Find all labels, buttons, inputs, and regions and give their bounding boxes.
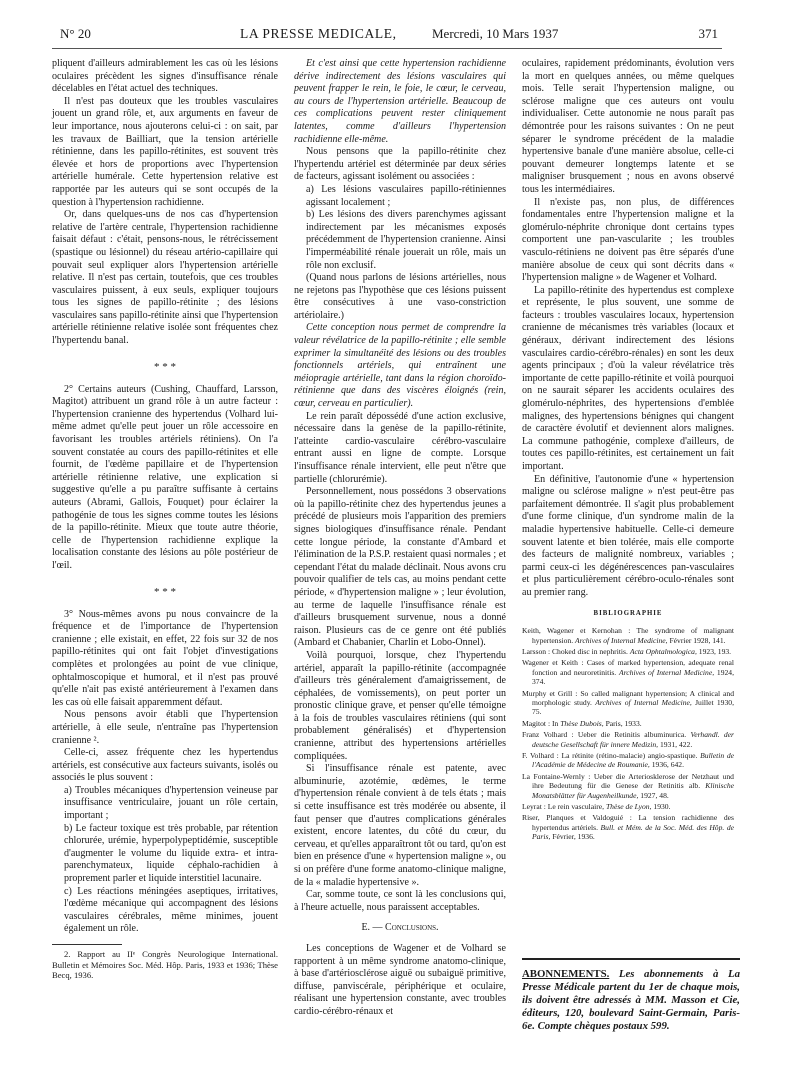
column-middle xyxy=(294,58,506,1019)
journal-title: LA PRESSE MEDICALE, xyxy=(240,26,397,41)
bib-journal: Acta Ophtalmologica, xyxy=(629,646,697,656)
section-separator: * * * xyxy=(154,360,176,373)
bib-title: In xyxy=(551,718,559,728)
paragraph: Il n'est pas douteux que les troubles vasculaires jouent un grand rôle, et, aux arguments en faveur de leur importance, nous ajouterons celui-ci : on sait, par les travaux de Bailliart, que la tension artérielle rétinienne, dans les papillo-rétinites, est souvent très élevée et hors de proportions avec l'hypertension artérielle humérale. Cette hypertension relative est rapportée par les auteurs qui se sont occupés de la question à l'hypertension rachidienne. xyxy=(52,95,278,208)
paragraph: La papillo-rétinite des hypertendus est complexe et représente, le plus souvent, une somme de facteurs : troubles vasculaires locaux, hypertension cranienne de mécanismes très variables (locaux et généraux, dérivant indirectement des lésions vasculaires cardio-cérébro-rénales) en sont les deux agents principaux ; d'où la valeur révélatrice très importante de cette papillo-rétinite et voilà pourquoi on ne saurait séparer les accidents oculaires des glomérulo-néphrites, des hypertensions d'emblée malignes, des hypertensions bénignes qui changent de caractère évolutif et deviennent alors malignes. La commune pathogénie, complexe d'ailleurs, de toutes ces papillo-rétinites, est certainement un fait important. xyxy=(522,284,734,472)
bib-journal: Bulletin de l'Académie de Médecine de Roumanie, xyxy=(532,751,735,770)
section-title: E. — Conclusions. xyxy=(361,922,439,934)
bibliography-entry xyxy=(522,751,734,770)
bib-authors: F. Volhard : xyxy=(522,751,559,760)
bib-details: Février 1928, 141. xyxy=(669,635,726,645)
paragraph: (Quand nous parlons de lésions artérielles, nous ne rejetons pas l'hypothèse que ces lésions puissent être consécutives à une vaso-constriction artériolaire.) xyxy=(294,272,506,321)
paragraph: Nous pensons avoir établi que l'hypertension artérielle, à elle seule, n'entraîne pas l'hypertension cranienne ². xyxy=(52,709,278,746)
bib-details: Juillet 1930, 75. xyxy=(532,697,734,717)
paragraph: Cette conception nous permet de comprendre la valeur révélatrice de la papillo-rétinite ; elle semble exprimer la simultanéité des lésions ou des troubles fonctionnels artériels, qui entraînent une méiopragie artérielle, tant dans la région choroïdo-rétinienne que dans des viscères éloignés (rein, cœur, cerveau en particulier). xyxy=(294,322,506,410)
bib-journal: Thèse Dubois, xyxy=(560,718,604,728)
footnote-rule xyxy=(52,944,122,945)
bibliography-entry xyxy=(522,626,734,645)
bib-title: La tension rachidienne des hypertendus artériels. xyxy=(532,813,734,832)
bib-journal: Thèse de Lyon, xyxy=(605,802,652,812)
bibliography-entry xyxy=(522,813,734,841)
paragraph: Or, dans quelques-uns de nos cas d'hypertension relative de l'artère centrale, l'hypertension rachidienne faisait défaut : c'était, pensons-nous, le rétrécissement (spastique ou lésionnel) du réseau artério-capillaire qui pouvait seul expliquer alors l'hypertension artérielle relative. Il n'est pas certain, toutefois, que ces troubles vasculaires puissent, à eux seuls, expliquer toujours tous les signes de papillo-rétinite ; des lésions vasculaires sans papillo-rétinite ainsi que l'hypertension artérielle rétinienne relative isolée sont fréquentes chez l'hypertendu banal. xyxy=(52,209,278,347)
bibliography-entry xyxy=(522,719,734,728)
paragraph: Voilà pourquoi, lorsque, chez l'hypertendu artériel, apparaît la papillo-rétinite (accompagnée d'ailleurs très généralement d'amaigrissement, de céphalées, de vomissements), on peut porter un pronostic clinique grave, et penser qu'elle témoigne à la fois de troubles vasculaires rétiniens (qui sont probablement généralisés) et d'hypertension cranienne, attribut des hypertensions artérielles compliquées. xyxy=(294,649,506,762)
paragraph: Si l'insuffisance rénale est patente, avec albuminurie, azotémie, œdèmes, le terme d'hypertension rénale convient à de tels états ; mais si cette insuffisance est très modérée ou absente, il faut penser que d'autres complications générales existent, encore latentes, du côté du cœur, du cerveau, et qu'elles apparaîtront tôt ou tard, qu'on est bien en présence d'une « hypertension maligne », ou si on préfère d'une forme anatomo-clinique maligne, de la « maladie hypertensive ». xyxy=(294,763,506,888)
footnote: 2. Rapport au IIᵉ Congrès Neurologique International. Bulletin et Mémoires Soc. Méd. Hôp. Paris, 1933 et 1936; Thèse Becq, 1936. xyxy=(52,949,278,981)
bib-title: Choked disc in nephritis. xyxy=(551,646,628,656)
bib-journal: Verhandl. der deutsche Gesellschaft für innere Medizin, xyxy=(532,730,734,749)
bib-authors: Keith, Wagener et Kernohan : xyxy=(522,626,631,636)
bib-details: 1930. xyxy=(653,802,671,812)
bib-title: So called malignant hypertension; A clinical and morphologic study. xyxy=(532,688,734,707)
page-number-right: 371 xyxy=(698,26,718,41)
paragraph: Car, somme toute, ce sont là les conclusions qui, à l'heure actuelle, nous paraissent acceptables. xyxy=(294,889,506,913)
paragraph: Les conceptions de Wagener et de Volhard se rapportent à un même syndrome anatomo-clinique, à base d'artériosclérose aiguë ou subaiguë primitive, diffuse, panviscérale, périphérique et oculaire, réalisant une hypertension constante, avec troubles cardio-cérébro-rénaux et xyxy=(294,942,506,1017)
bibliography-list xyxy=(522,626,734,842)
bib-journal: Klinische Monatsblätter für Augenheilkunde, xyxy=(532,781,734,800)
paragraph: Le rein paraît dépossédé d'une action exclusive, nécessaire dans la genèse de la papillo-rétinite, l'atteinte cardio-vasculaire cérébro-vasculaire entrant aussi en ligne de compte. Lorsque l'insuffisance rénale intervient, elle peut n'être que partielle (chlorurémie). xyxy=(294,410,506,485)
bib-authors: Riser, Planques et Valdoguié : xyxy=(522,813,632,823)
bib-title: La rétinite (rétino-malacie) angio-spastique. xyxy=(561,751,698,760)
bib-details: 1927, 48. xyxy=(640,790,669,800)
bibliography-entry xyxy=(522,647,734,656)
column-left xyxy=(52,58,278,981)
paragraph: Nous pensons que la papillo-rétinite chez l'hypertendu artériel est déterminée par deux séries de facteurs, agissant isolément ou associées : xyxy=(294,146,506,183)
bibliography-entry xyxy=(522,730,734,749)
bib-journal: Archives of Internal Medicine, xyxy=(595,697,692,707)
bibliography-entry xyxy=(522,772,734,800)
factor-list xyxy=(294,184,506,272)
paragraph: Celle-ci, assez fréquente chez les hypertendus artériels, est consécutive aux facteurs suivants, isolés ou associés le plus souvent : xyxy=(52,747,278,784)
bibliography-entry xyxy=(522,689,734,717)
bibliography-entry xyxy=(522,802,734,811)
bib-authors: Larsson : xyxy=(522,646,551,656)
bib-journal: Archives of Internal Medicine, xyxy=(575,635,668,645)
bib-authors: Wagener et Keith : xyxy=(522,658,584,668)
paragraph: Il n'existe pas, non plus, de différences fondamentales entre l'hypertension maligne et la glomérulo-néphrite chronique dont certains types comportent une pan-vascularite ; les troubles vasculo-rétiniens ne doivent pas être séparés d'une manière absolue de ceux qui sont décrits dans « l'hypertension maligne » de Wagener et Volhard. xyxy=(522,196,734,284)
page-header xyxy=(60,26,718,46)
bib-details: Paris, 1933. xyxy=(605,718,642,728)
bib-title: Cases of marked hypertension, adequate renal fonction and neuroretinitis. xyxy=(532,658,734,677)
bib-journal: Archives of Internal Medicine, xyxy=(618,667,715,677)
bib-title: The syndrome of malignant hypertension. xyxy=(532,626,734,645)
bib-details: 1924, 374. xyxy=(532,667,734,687)
page-number-left: N° 20 xyxy=(60,26,91,41)
paragraph: 2° Certains auteurs (Cushing, Chauffard, Larsson, Magitot) attribuent un grand rôle à un autre facteur : l'hypertension cranienne des hypertendus (Volhard lui-même admet qu'elle peut jouer un rôle accessoire en favorisant les troubles artériels rétiniens). On l'a souvent constatée au cours des papillo-rétinites et elle fournit, de l'œdème papillaire et de l'hypertension artérielle rétinienne relative, une explication si suggestive qu'elle a pu paraître suffisante à certains auteurs (Abrami, Gallois, Fouquet) pour éclairer la pathogénie de tous les signes comme toutes les lésions de la papillo-rétinite. Mieux que toute autre théorie, celle de l'hypertension rachidienne explique la localisation constante des lésions au pôle postérieur de l'œil. xyxy=(52,383,278,571)
column-right xyxy=(522,58,734,844)
bib-title: Ueber die Retinitis albuminurica. xyxy=(577,730,687,740)
bib-authors: Magitot : xyxy=(522,718,551,728)
subscription-lead: ABONNEMENTS. xyxy=(522,968,610,980)
bib-authors: La Fontaine-Wernly : xyxy=(522,771,591,781)
issue-date: Mercredi, 10 Mars 1937 xyxy=(432,26,559,41)
header-rule xyxy=(52,48,722,49)
paragraph: Et c'est ainsi que cette hypertension rachidienne dérive indirectement des lésions vasculaires qui peuvent frapper le rein, le foie, le cœur, le cerveau, au cours de l'hypertension artérielle. Beaucoup de ces complications peuvent rester cliniquement latentes, comme d'ailleurs l'hypertension rachidienne elle-même. xyxy=(294,58,506,145)
bib-authors: Franz Volhard : xyxy=(522,730,574,740)
list-item: a) Troubles mécaniques d'hypertension veineuse par insuffisance ventriculaire, jouant un rôle certain, important ; xyxy=(64,784,278,822)
bibliography-entry xyxy=(522,658,734,686)
paragraph: oculaires, rapidement prédominants, évolution vers la mort en quelques années, ou même quelques mois. Telle serait l'hypertension maligne, ou sclérose maligne que ces auteurs ont voulu individualiser. Cette autonomie ne nous paraît pas démontrée pour les raisons suivantes : On ne peut séparer le syndrome précédent de la maladie hypertensive banale d'une manière absolue, celle-ci pouvant demeurer longtemps latente et se maligniser brusquement ; nous en avons observé tous les intermédiaires. xyxy=(522,58,734,195)
bib-authors: Murphy et Grill : xyxy=(522,688,578,698)
list-item: b) Les lésions des divers parenchymes agissant indirectement par les mécanismes exposés précédemment de l'hypertension cranienne. Ainsi l'imperméabilité rénale jouerait un rôle, mais un rôle non exclusif. xyxy=(306,209,506,271)
bib-details: 1923, 193. xyxy=(698,646,732,656)
bib-journal: Bull. et Mém. de la Soc. Méd. des Hôp. de Paris, xyxy=(532,822,734,842)
paragraph: 3° Nous-mêmes avons pu nous convaincre de la fréquence et de l'importance de l'hypertension cranienne ; elle existait, en effet, 22 fois sur 32 de nos papillo-rétinites qui ont fait l'objet d'investigations complètes et prolongées au point de vue clinique, ophtalmoscopique et humoral, et il n'est pas prouvé qu'elle n'ait pas existé antérieurement à l'examen dans les cas où elle faisait apparemment défaut. xyxy=(52,608,278,708)
bib-title: Ueber die Arteriosklerose der Netzhaut und ihre Bedeutung für die Genese der Retinitis alb. xyxy=(532,771,734,791)
paragraph: Personnellement, nous possédons 3 observations où la papillo-rétinite chez des hypertendus jeunes a précédé de plusieurs mois l'apparition des premiers signes biologiques d'insuffisance rénale. Pendant cette longue période, la constante d'Ambard et l'élimination de la P.S.P. restaient quasi normales ; et cependant l'état du malade déclinait. Nous avons cru pouvoir qualifier de tels cas, au moins pendant cette période, « d'hypertension maligne » ; leur évolution, au terme de laquelle l'insuffisance rénale est d'ailleurs brusquement survenue, nous a donné raison. Plusieurs cas de ce genre ont été publiés (Ambard et Chabanier, Charlin et Lobo-Onnel). xyxy=(294,486,506,649)
list-item: c) Les réactions méningées aseptiques, irritatives, l'œdème mécanique qui accompagnent des lésions vasculaires cérébrales, même minimes, jouent également un rôle. xyxy=(64,885,278,935)
bibliography-title: BIBLIOGRAPHIE xyxy=(593,609,663,617)
bib-details: Février, 1936. xyxy=(552,832,595,842)
subscription-notice xyxy=(522,958,740,1033)
bib-authors: Leyrat : xyxy=(522,802,546,812)
list-item: b) Le facteur toxique est très probable, par rétention chlorurée, urémie, hyperpolypeptidémie, susceptible d'augmenter le volume du liquide extra- et intra-parenchymateux, liquide céphalo-rachidien à proprement parler et liquide interstitiel lacunaire. xyxy=(64,822,278,885)
bib-details: 1931, 422. xyxy=(659,739,693,749)
factor-list xyxy=(52,785,278,936)
bib-title: Le rein vasculaire, xyxy=(547,802,605,812)
paragraph: En définitive, l'autonomie d'une « hypertension maligne ou sclérose maligne » n'est peut-être pas parfaitement démontrée. Il s'agit plus probablement d'une forme clinique, d'un syndrome malin de la maladie hypertensive habituelle. Celle-ci demeure souvent latente et bien tolérée, mais elle comporte des facteurs de malignité nombreux, variables ; parmi ceux-ci les dégénérescences pan-vasculaires et plus particulièrement cérébro-oculo-rénales sont au premier rang. xyxy=(522,473,734,598)
subscription-text: Les abonnements à La Presse Médicale partent du 1er de chaque mois, ils doivent être adressés à MM. Masson et Cie, éditeurs, 120, boulevard Saint-Germain, Paris-6e. Compte chèques postaux 599. xyxy=(522,968,740,1032)
list-item: a) Les lésions vasculaires papillo-rétiniennes agissant localement ; xyxy=(306,183,506,208)
paragraph: pliquent d'ailleurs admirablement les cas où les lésions oculaires précèdent les signes d'insuffisance rénale décelables en l'état actuel des techniques. xyxy=(52,58,278,95)
section-separator: * * * xyxy=(154,585,176,598)
bib-details: 1936, 642. xyxy=(651,760,684,770)
